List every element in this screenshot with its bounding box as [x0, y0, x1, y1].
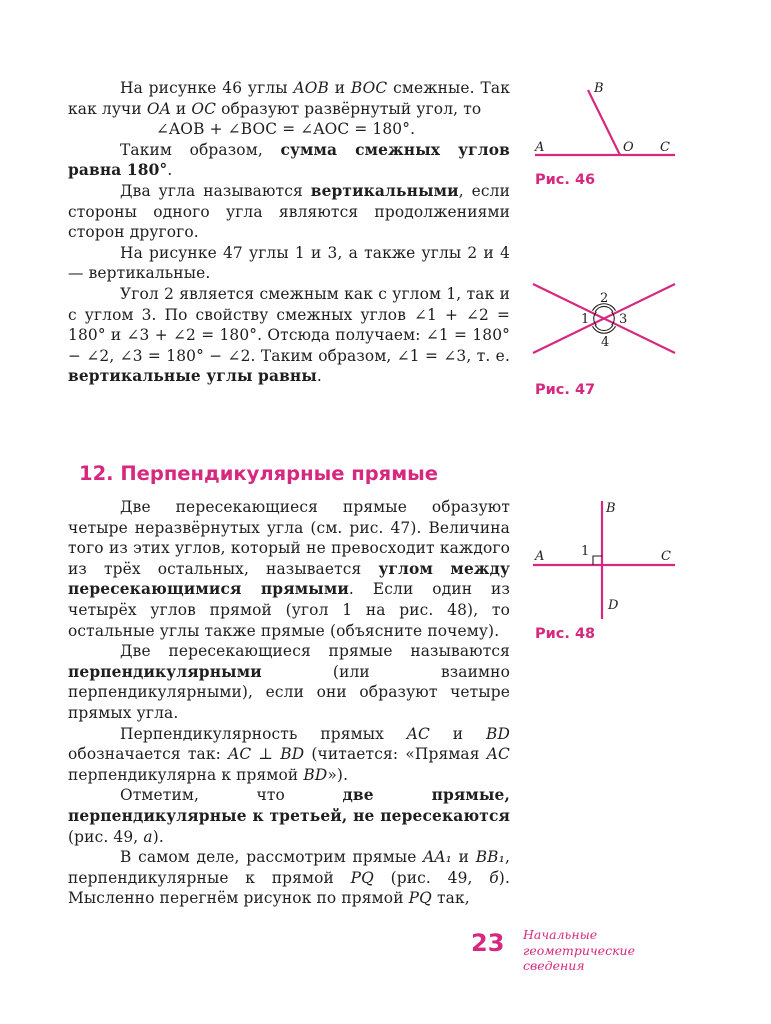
paragraph-adjacent-angles: На рисунке 46 углы AOB и BOC смежные. Так как лучи OA и OC образуют развёрнутый угол, то ∠AOB + ∠BOC = ∠AOC = 180°. — [68, 79, 510, 139]
paragraph-vertical-definition: Два угла называются вертикальными, если стороны одного угла являются продолжениями сторон другого. — [68, 181, 510, 242]
fig48-label-1: 1 — [581, 544, 590, 559]
paragraph-vertical-proof: Угол 2 является смежным как с углом 1, так и с углом 3. По свойству смежных углов ∠1 + ∠2 = 180° и ∠3 + ∠2 = 180°. Отсюда получаем: ∠1 = 180° − ∠2, ∠3 = 180° − ∠2. Таким образом, ∠1 = ∠3, т. е. вертикальные углы равны. — [68, 284, 510, 386]
section-heading: 12. Перпендикулярные прямые — [79, 462, 438, 485]
chapter-name-line-1: Начальные — [523, 927, 598, 942]
paragraph-sum-adjacent: Таким образом, сумма смежных углов равна 180°. — [68, 140, 510, 180]
fig47-label-1: 1 — [581, 312, 590, 327]
fig46-label-o: O — [623, 140, 634, 155]
figure-48 — [525, 495, 685, 620]
fig47-label-4: 4 — [601, 335, 610, 350]
paragraph-angle-between-lines: Две пересекающиеся прямые образуют четыре неразвёрнутых угла (см. рис. 47). Величина того из этих углов, который не превосходит каждого из трёх остальных, называется углом между пересекающимися прямыми. Если один из четырёх углов прямой (угол 1 на рис. 48), то остальные углы также прямые (объясните почему). — [68, 498, 510, 640]
fig48-label-b: B — [606, 501, 616, 516]
fig46-label-a: A — [535, 140, 545, 155]
fig47-arc-angle-4-inner — [595, 325, 613, 330]
fig48-label-d: D — [608, 598, 619, 613]
figure-47 — [525, 277, 685, 367]
fig46-label-b: B — [594, 81, 604, 96]
fig47-label-3: 3 — [619, 312, 628, 327]
fig47-arc-angle-2-inner — [595, 306, 613, 311]
page-number: 23 — [471, 929, 505, 957]
fig48-label-a: A — [535, 549, 545, 564]
fig48-right-angle-mark — [593, 556, 602, 565]
text-block-lower — [68, 497, 510, 909]
text-block-upper — [68, 78, 510, 387]
chapter-name-line-3: сведения — [523, 958, 585, 973]
paragraph-fig47-reference: На рисунке 47 углы 1 и 3, а также углы 2 и 4 — вертикальные. — [68, 243, 510, 283]
fig48-label-c: C — [661, 549, 671, 564]
chapter-name-line-2: геометрические — [523, 942, 635, 958]
paragraph-perpendicular-notation: Перпендикулярность прямых AC и BD обозначается так: AC ⊥ BD (читается: «Прямая AC перпендикулярна к прямой BD»). — [68, 724, 510, 784]
caption-fig48: Рис. 48 — [535, 626, 596, 642]
figure-46 — [525, 76, 685, 166]
chapter-name — [523, 927, 635, 974]
paragraph-proof-start: В самом деле, рассмотрим прямые AA₁ и BB₁, перпендикулярные к прямой PQ (рис. 49, б). Мысленно перегнём рисунок по прямой PQ так, — [68, 848, 510, 908]
fig46-label-c: C — [660, 140, 670, 155]
caption-fig47: Рис. 47 — [535, 382, 596, 398]
paragraph-two-perpendiculars: Отметим, что две прямые, перпендикулярные к третьей, не пересекаются (рис. 49, а). — [68, 786, 510, 846]
fig47-label-2: 2 — [600, 291, 609, 306]
formula-adjacent-sum: ∠AOB + ∠BOC = ∠AOC = 180°. — [156, 120, 416, 139]
paragraph-perpendicular-definition: Две пересекающиеся прямые называются перпендикулярными (или взаимно перпендикулярными), если они образуют четыре прямых угла. — [68, 642, 510, 722]
fig46-ray-ob — [588, 90, 620, 155]
caption-fig46: Рис. 46 — [535, 172, 596, 188]
